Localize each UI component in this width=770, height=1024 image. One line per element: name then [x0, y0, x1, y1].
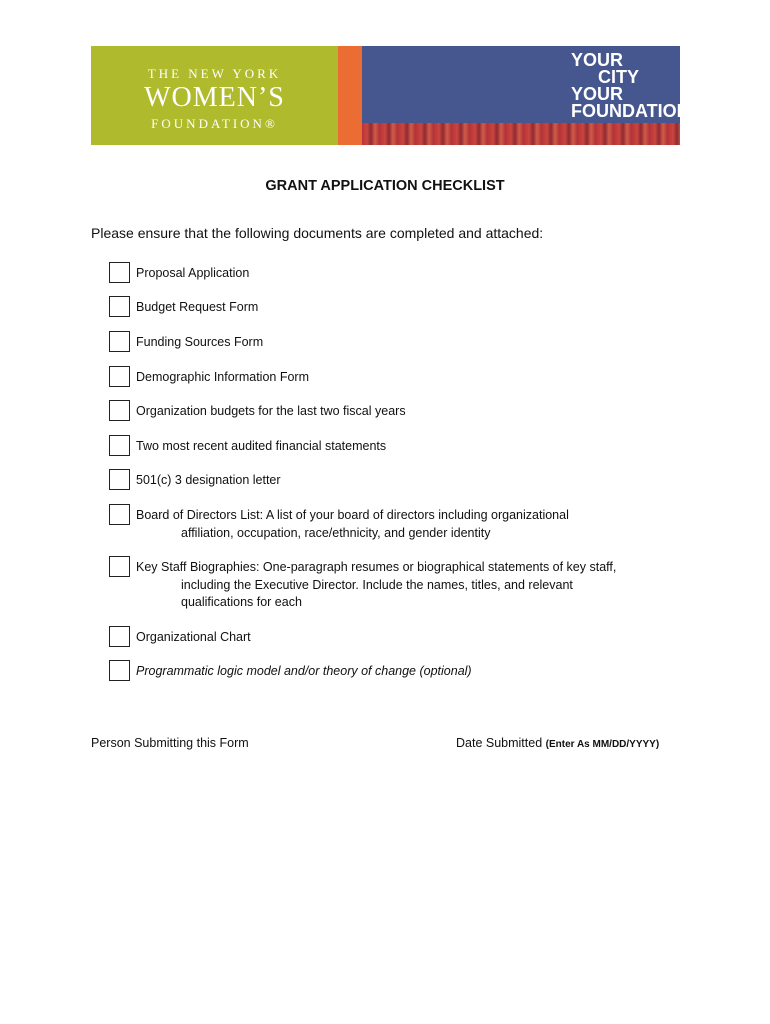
checklist-item-label: 501(c) 3 designation letter: [136, 473, 281, 487]
checklist-item-label: Funding Sources Form: [136, 335, 264, 349]
label-line: affiliation, occupation, race/ethnicity, and gender identity: [181, 525, 491, 540]
label-line: Key Staff Biographies: One-paragraph resumes or biographical statements of key staff,: [136, 560, 617, 574]
slogan-line: YOUR: [571, 84, 624, 104]
checklist-item-label: Two most recent audited financial statements: [136, 439, 387, 453]
slogan-line: CITY: [598, 67, 640, 87]
date-submitted-field: [456, 736, 659, 750]
checkbox[interactable]: [109, 366, 130, 387]
banner-slogan: [571, 52, 690, 120]
checklist-item-label: [136, 559, 616, 612]
checkbox[interactable]: [109, 435, 130, 456]
logo-panel: [91, 46, 338, 145]
person-submitting-label: Person Submitting this Form: [91, 736, 249, 750]
date-format-note: (Enter As MM/DD/YYYY): [545, 739, 660, 750]
logo-line-1: THE NEW YORK: [147, 66, 282, 81]
checkbox[interactable]: [109, 556, 130, 577]
checkbox[interactable]: [109, 469, 130, 490]
checkbox[interactable]: [109, 660, 130, 681]
checklist-item-label: [136, 507, 569, 542]
page-title: GRANT APPLICATION CHECKLIST: [265, 178, 505, 194]
checkbox[interactable]: [109, 262, 130, 283]
checklist-item-label: Organization budgets for the last two fiscal years: [136, 404, 406, 418]
label-line: Board of Directors List: A list of your board of directors including organizational: [136, 508, 569, 522]
header-banner: [91, 46, 690, 145]
label-line: including the Executive Director. Include the names, titles, and relevant: [181, 577, 573, 592]
logo-line-3: FOUNDATION®: [151, 116, 278, 131]
date-submitted-label: Date Submitted: [456, 736, 543, 750]
checkbox[interactable]: [109, 626, 130, 647]
checklist-item-label: Demographic Information Form: [136, 370, 309, 384]
slogan-line: FOUNDATION: [571, 101, 690, 121]
checklist-item-label: Organizational Chart: [136, 630, 251, 644]
checklist-item-label: Budget Request Form: [136, 300, 259, 314]
intro-text: Please ensure that the following documents are completed and attached:: [91, 225, 544, 241]
checklist-item-label: Proposal Application: [136, 266, 250, 280]
city-street-image: [362, 123, 680, 145]
checkbox[interactable]: [109, 296, 130, 317]
checkbox[interactable]: [109, 504, 130, 525]
checklist-item-label: Programmatic logic model and/or theory of change (optional): [136, 664, 472, 678]
checkbox[interactable]: [109, 331, 130, 352]
checkbox[interactable]: [109, 400, 130, 421]
logo-line-2: WOMEN’S: [144, 82, 285, 113]
slogan-line: YOUR: [571, 50, 624, 70]
label-line: qualifications for each: [181, 595, 302, 609]
banner-accent-stripe: [338, 46, 362, 145]
